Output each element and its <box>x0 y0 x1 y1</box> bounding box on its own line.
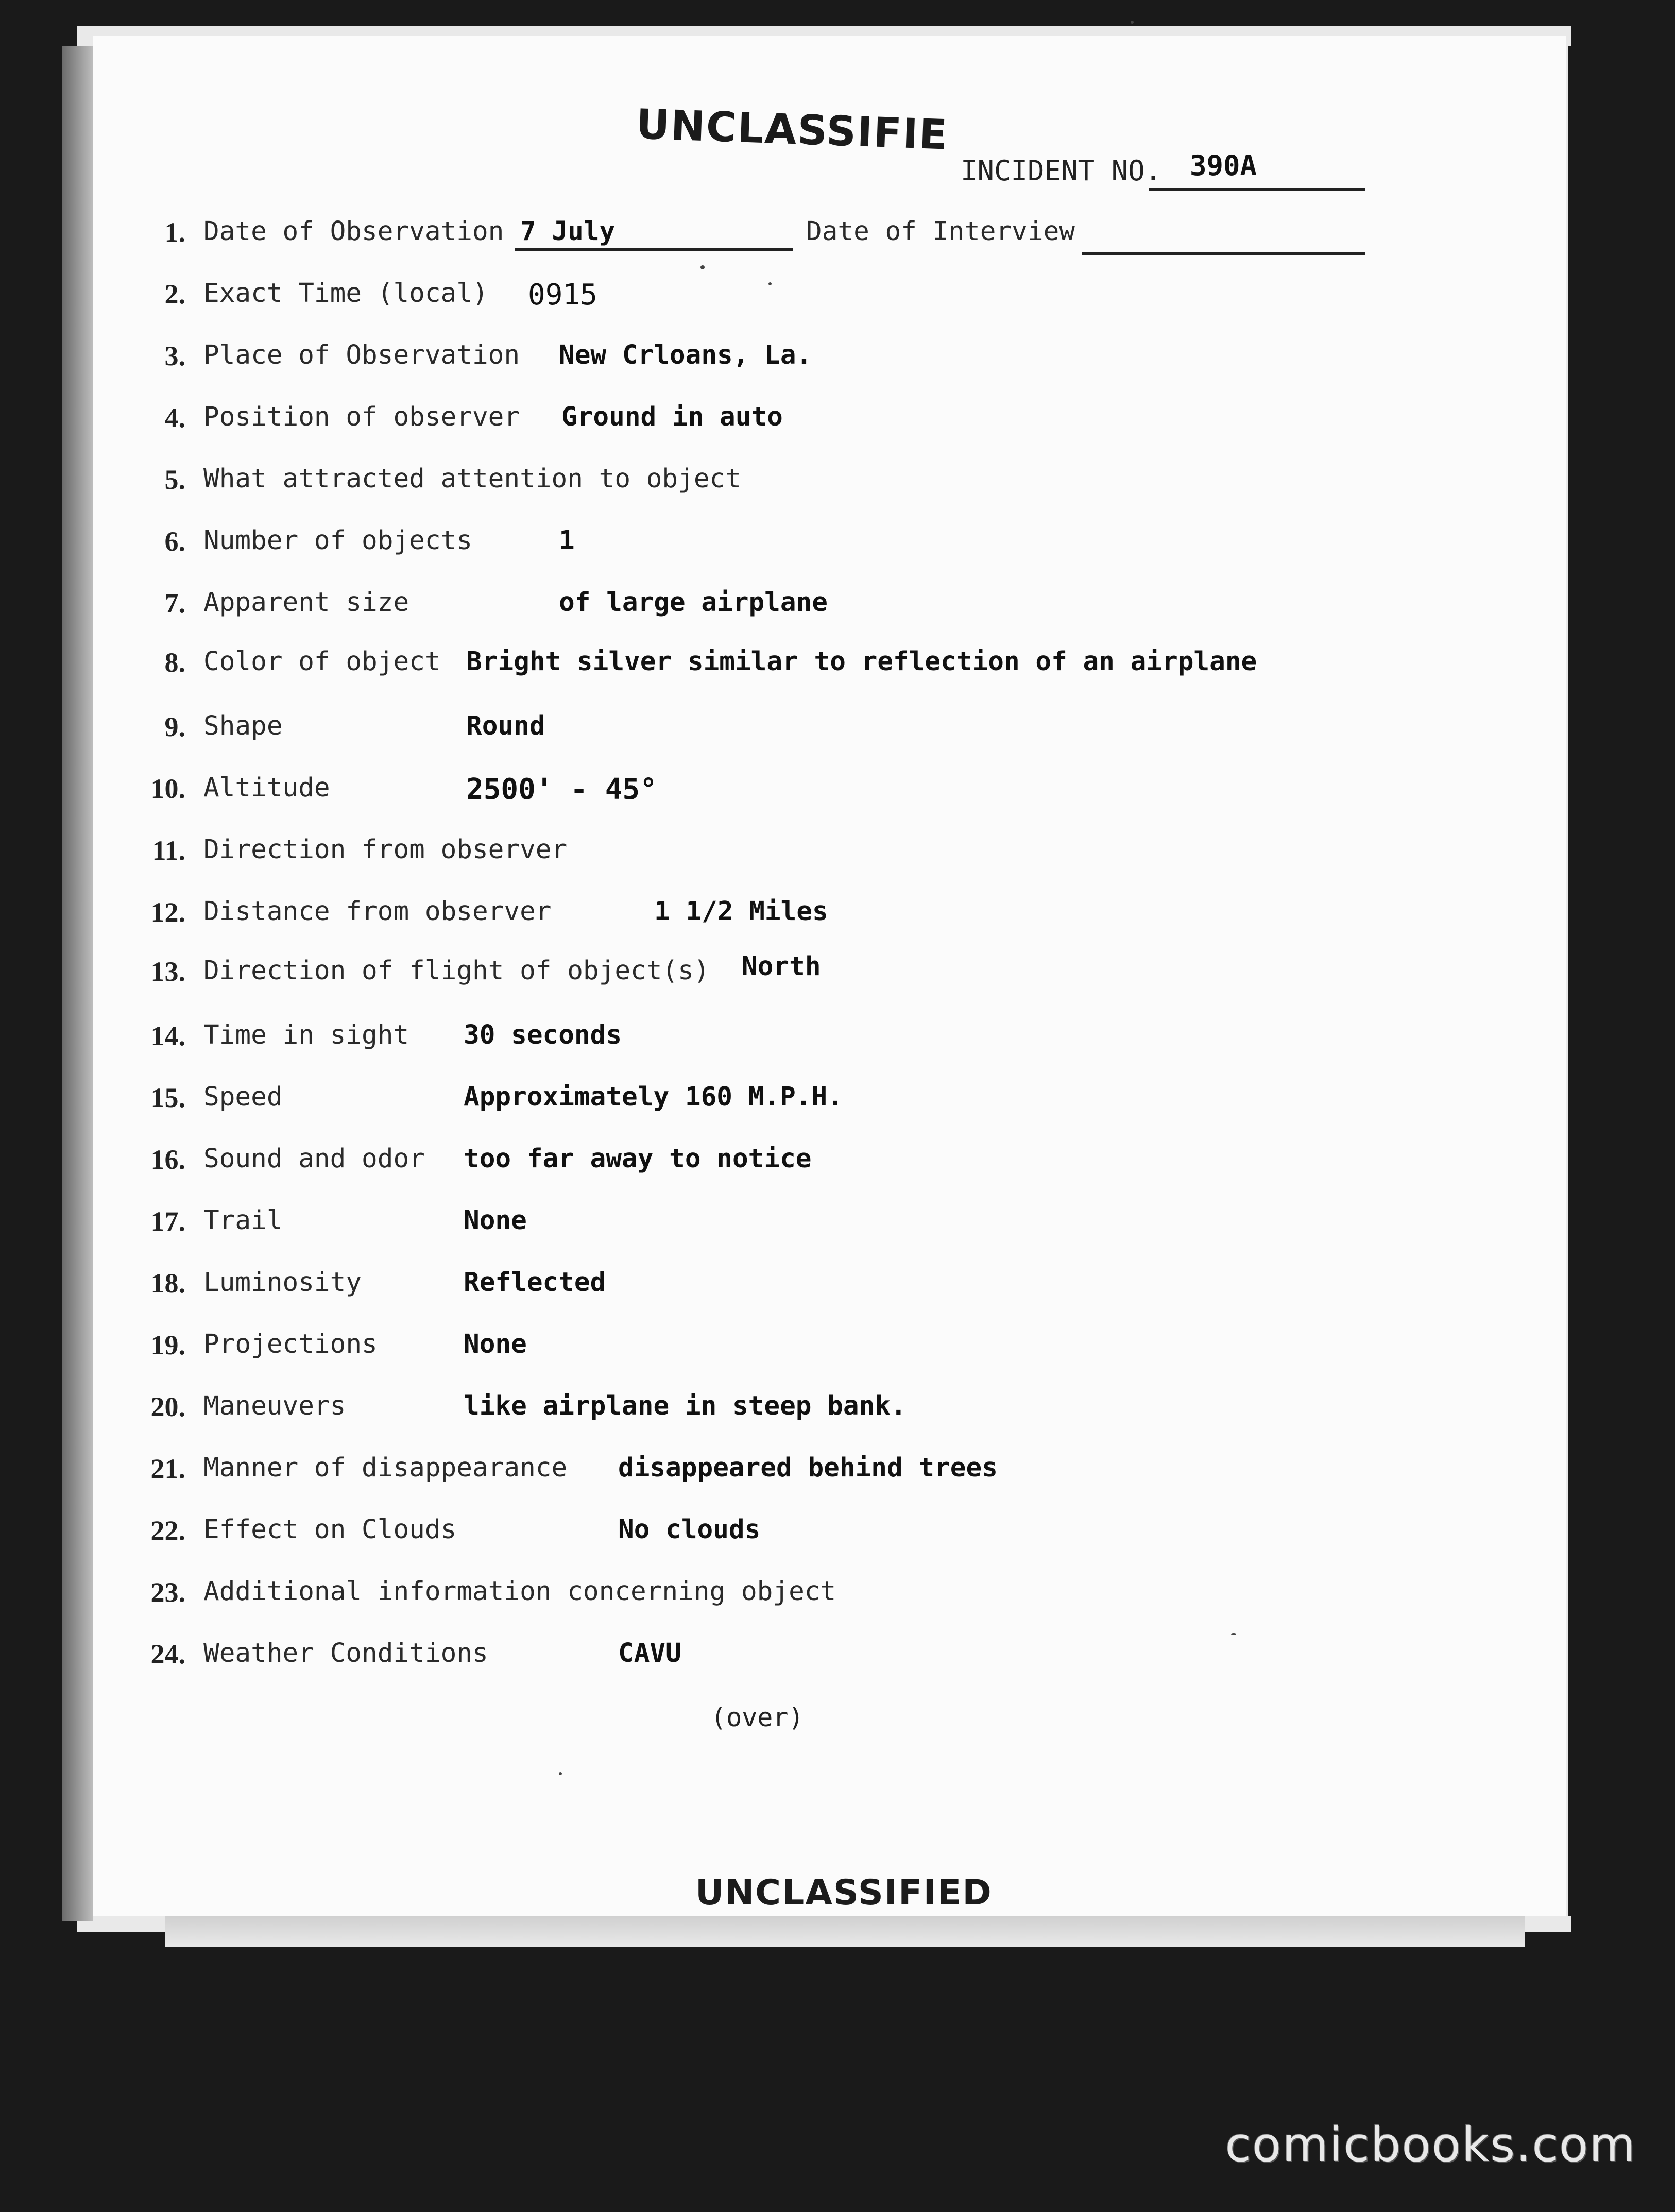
item-number: 23. <box>150 1577 185 1608</box>
form-row-18 <box>0 1267 1675 1319</box>
form-row-12 <box>0 896 1675 948</box>
over-note: (over) <box>711 1703 804 1732</box>
incident-underline <box>1149 188 1365 191</box>
item-number: 20. <box>150 1391 185 1422</box>
item-number: 10. <box>150 773 185 804</box>
item-number: 16. <box>150 1144 185 1175</box>
item-label: Additional information concerning object <box>203 1576 836 1607</box>
item-value: New Crloans, La. <box>559 340 812 370</box>
item-number: 8. <box>164 647 185 678</box>
item-number: 13. <box>150 956 185 987</box>
item-number: 1. <box>164 217 185 248</box>
item-value: 30 seconds <box>464 1020 622 1050</box>
item-number: 6. <box>164 526 185 557</box>
item-label: What attracted attention to object <box>203 464 741 494</box>
item-number: 21. <box>150 1453 185 1484</box>
dust-speck <box>768 282 772 285</box>
item-value: Ground in auto <box>561 402 783 432</box>
form-row-16 <box>0 1144 1675 1195</box>
item-label: Weather Conditions <box>203 1638 488 1669</box>
form-row-21 <box>0 1453 1675 1504</box>
form-row-24 <box>0 1638 1675 1690</box>
item-label: Place of Observation <box>203 340 520 370</box>
dust-speck <box>559 1772 562 1775</box>
item-value: None <box>464 1329 527 1359</box>
interview-date-label: Date of Interview <box>806 216 1075 247</box>
item-label: Distance from observer <box>203 896 552 927</box>
item-label: Direction of flight of object(s) <box>203 956 710 986</box>
value-underline <box>515 248 793 251</box>
item-label: Effect on Clouds <box>203 1515 457 1545</box>
item-number: 5. <box>164 464 185 495</box>
item-value: 2500' - 45° <box>466 773 657 806</box>
item-label: Speed <box>203 1082 283 1112</box>
item-number: 19. <box>150 1330 185 1360</box>
item-label: Exact Time (local) <box>203 278 488 309</box>
incident-label: INCIDENT NO. <box>961 155 1162 187</box>
item-number: 2. <box>164 279 185 310</box>
item-label: Sound and odor <box>203 1144 425 1174</box>
form-row-22 <box>0 1515 1675 1566</box>
item-label: Number of objects <box>203 525 472 556</box>
item-label: Maneuvers <box>203 1391 346 1421</box>
item-label: Altitude <box>203 773 330 803</box>
item-value: Reflected <box>464 1267 606 1298</box>
form-row-4 <box>0 402 1675 453</box>
form-row-9 <box>0 711 1675 762</box>
item-number: 15. <box>150 1082 185 1113</box>
item-value: Round <box>466 711 545 741</box>
item-label: Color of object <box>203 646 441 677</box>
form-row-14 <box>0 1020 1675 1071</box>
item-number: 11. <box>152 835 185 866</box>
classification-stamp-bottom: UNCLASSIFIED <box>695 1873 993 1913</box>
item-label: Apparent size <box>203 587 409 618</box>
form-row-13 <box>0 951 1675 1007</box>
item-label: Time in sight <box>203 1020 409 1050</box>
form-row-3 <box>0 340 1675 392</box>
item-number: 4. <box>164 402 185 433</box>
item-value: None <box>464 1205 527 1236</box>
item-value: like airplane in steep bank. <box>464 1391 907 1421</box>
form-row-11 <box>0 835 1675 886</box>
item-number: 24. <box>150 1639 185 1670</box>
item-value: Bright silver similar to reflection of an airplane <box>466 646 1257 677</box>
item-value: CAVU <box>618 1638 681 1669</box>
form-row-6 <box>0 525 1675 577</box>
item-value: of large airplane <box>559 587 828 618</box>
dust-speck <box>1231 1633 1236 1635</box>
item-number: 18. <box>150 1268 185 1299</box>
item-number: 22. <box>150 1515 185 1546</box>
item-value: 0915 <box>528 278 597 312</box>
form-row-7 <box>0 587 1675 639</box>
form-row-5 <box>0 464 1675 515</box>
form-row-15 <box>0 1082 1675 1133</box>
item-value: North <box>742 951 821 982</box>
form-row-17 <box>0 1205 1675 1257</box>
item-label: Position of observer <box>203 402 520 432</box>
site-watermark: comicbooks.com <box>1225 2117 1636 2172</box>
item-value: 1 <box>559 525 575 556</box>
form-row-19 <box>0 1329 1675 1381</box>
interview-date-underline <box>1082 252 1365 255</box>
item-label: Date of Observation <box>203 216 504 247</box>
item-number: 3. <box>164 341 185 371</box>
item-label: Direction from observer <box>203 835 568 865</box>
item-number: 12. <box>150 897 185 928</box>
item-number: 14. <box>150 1020 185 1051</box>
item-value: too far away to notice <box>464 1144 812 1174</box>
bottom-smudge <box>165 1916 1525 1947</box>
item-value: 1 1/2 Miles <box>654 896 828 927</box>
item-value: Approximately 160 M.P.H. <box>464 1082 843 1112</box>
item-value: No clouds <box>618 1515 761 1545</box>
item-number: 9. <box>164 711 185 742</box>
dust-speck <box>700 265 705 269</box>
item-label: Trail <box>203 1205 283 1236</box>
form-row-20 <box>0 1391 1675 1442</box>
item-number: 17. <box>150 1206 185 1237</box>
form-row-8 <box>0 646 1675 698</box>
form-row-1 <box>0 216 1675 268</box>
incident-number: 390A <box>1190 149 1257 182</box>
item-value: 7 July <box>520 216 616 247</box>
item-label: Manner of disappearance <box>203 1453 568 1483</box>
item-number: 7. <box>164 588 185 619</box>
form-row-23 <box>0 1576 1675 1628</box>
dust-speck <box>1131 21 1134 24</box>
item-label: Projections <box>203 1329 378 1359</box>
classification-stamp-top: UNCLASSIFIE <box>635 100 949 159</box>
form-row-2 <box>0 278 1675 330</box>
form-row-10 <box>0 773 1675 824</box>
item-label: Shape <box>203 711 283 741</box>
item-value: disappeared behind trees <box>618 1453 998 1483</box>
item-label: Luminosity <box>203 1267 362 1298</box>
